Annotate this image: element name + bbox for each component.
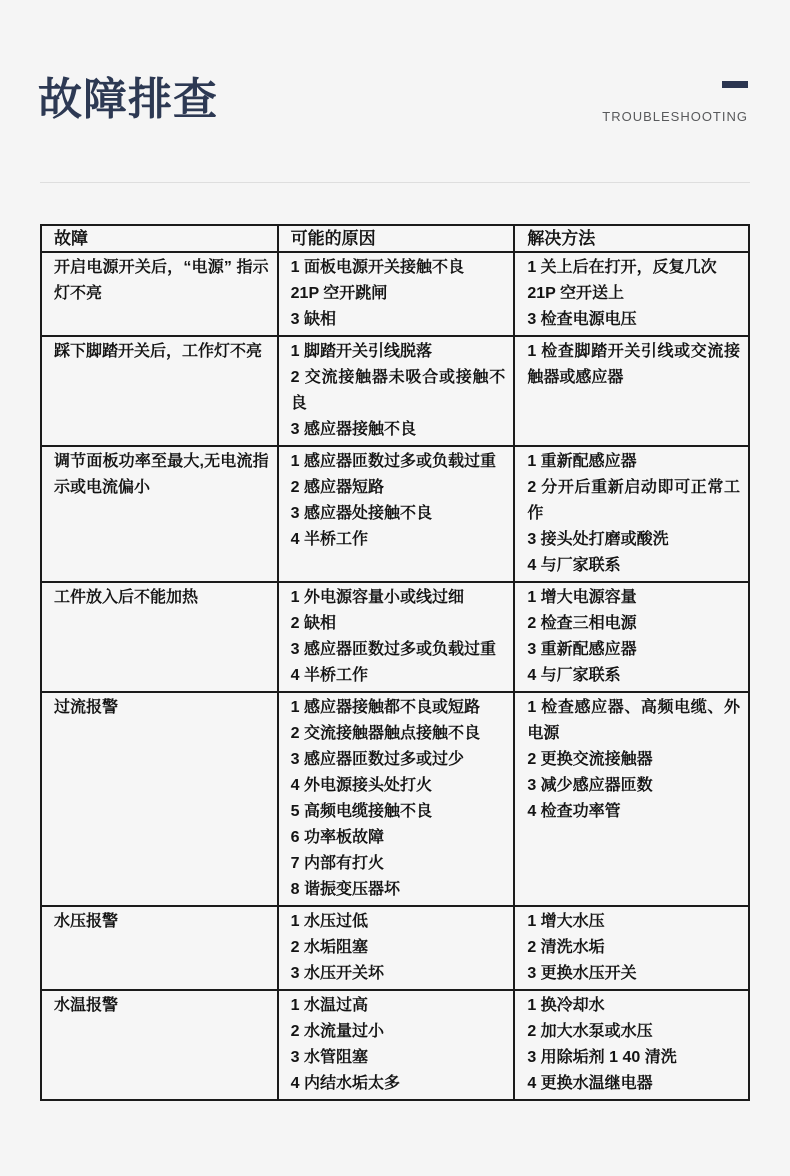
cause-item: 3 水管阻塞 — [290, 1049, 369, 1066]
solution-item: 21P 空开送上 — [527, 285, 624, 302]
solution-item: 2 检查三相电源 — [527, 615, 637, 632]
solution-item: 1 检查脚踏开关引线或交流接触器或感应器 — [527, 343, 740, 386]
solution-item: 3 用除垢剂 1 40 清洗 — [527, 1049, 677, 1066]
cause-item: 2 水流量过小 — [290, 1023, 385, 1040]
table-row — [41, 990, 749, 1100]
solution-item: 4 检查功率管 — [527, 803, 621, 820]
fault-cell: 调节面板功率至最大,无电流指示或电流偏小 — [41, 446, 278, 582]
causes-cell — [278, 582, 515, 692]
causes-cell — [278, 906, 515, 990]
solution-item: 3 接头处打磨或酸洗 — [527, 531, 669, 548]
solutions-cell — [514, 446, 749, 582]
table-row — [41, 906, 749, 990]
page-header — [38, 76, 748, 124]
causes-cell — [278, 446, 515, 582]
causes-cell — [278, 990, 515, 1100]
fault-cell: 开启电源开关后，“电源” 指示灯不亮 — [41, 252, 278, 336]
page-subtitle: TROUBLESHOOTING — [602, 109, 748, 124]
solution-item: 2 加大水泵或水压 — [527, 1023, 653, 1040]
header-solution: 解决方法 — [514, 225, 749, 252]
page-title: 故障排查 — [38, 75, 218, 124]
table-header-row — [41, 225, 749, 252]
cause-item: 21P 空开跳闸 — [290, 285, 388, 302]
cause-item: 2 水垢阻塞 — [290, 939, 369, 956]
solution-item: 2 分开后重新启动即可正常工作 — [527, 479, 740, 522]
cause-item: 1 脚踏开关引线脱落 — [290, 343, 433, 360]
solution-item: 2 清洗水垢 — [527, 939, 605, 956]
solutions-cell — [514, 692, 749, 906]
solution-item: 3 检查电源电压 — [527, 311, 637, 328]
table-row — [41, 336, 749, 446]
header-right — [602, 81, 748, 124]
cause-item: 3 感应器匝数过多或负载过重 — [290, 641, 497, 658]
solution-item: 3 减少感应器匝数 — [527, 777, 653, 794]
causes-cell — [278, 252, 515, 336]
table-row — [41, 582, 749, 692]
fault-cell: 工件放入后不能加热 — [41, 582, 278, 692]
dash-icon — [722, 81, 748, 88]
cause-item: 2 感应器短路 — [290, 479, 385, 496]
cause-item: 4 外电源接头处打火 — [290, 777, 433, 794]
cause-item: 1 水温过高 — [290, 997, 369, 1014]
section-divider — [40, 182, 750, 183]
solution-item: 1 增大电源容量 — [527, 589, 637, 606]
troubleshooting-table — [40, 224, 750, 1101]
table-row — [41, 692, 749, 906]
fault-cell: 水温报警 — [41, 990, 278, 1100]
solution-item: 1 检查感应器、高频电缆、外电源 — [527, 699, 740, 742]
fault-cell: 过流报警 — [41, 692, 278, 906]
solution-item: 3 更换水压开关 — [527, 965, 637, 982]
cause-item: 6 功率板故障 — [290, 829, 385, 846]
cause-item: 3 水压开关坏 — [290, 965, 385, 982]
cause-item: 1 水压过低 — [290, 913, 369, 930]
fault-cell: 水压报警 — [41, 906, 278, 990]
solutions-cell — [514, 252, 749, 336]
cause-item: 1 面板电源开关接触不良 — [290, 259, 465, 276]
cause-item: 3 感应器接触不良 — [290, 421, 417, 438]
cause-item: 1 感应器接触都不良或短路 — [290, 699, 481, 716]
causes-cell — [278, 692, 515, 906]
cause-item: 3 感应器处接触不良 — [290, 505, 433, 522]
solution-item: 2 更换交流接触器 — [527, 751, 653, 768]
solution-item: 1 重新配感应器 — [527, 453, 637, 470]
solution-item: 1 关上后在打开，反复几次 — [527, 259, 717, 276]
page — [0, 76, 790, 1176]
cause-item: 2 交流接触器未吸合或接触不良 — [290, 369, 506, 412]
cause-item: 3 缺相 — [290, 311, 337, 328]
cause-item: 5 高频电缆接触不良 — [290, 803, 433, 820]
cause-item: 4 半桥工作 — [290, 531, 369, 548]
solutions-cell — [514, 990, 749, 1100]
cause-item: 8 谐振变压器坏 — [290, 881, 401, 898]
solutions-cell — [514, 906, 749, 990]
cause-item: 4 内结水垢太多 — [290, 1075, 401, 1092]
solution-item: 4 更换水温继电器 — [527, 1075, 653, 1092]
solutions-cell — [514, 336, 749, 446]
solution-item: 3 重新配感应器 — [527, 641, 637, 658]
solution-item: 4 与厂家联系 — [527, 557, 621, 574]
solution-item: 4 与厂家联系 — [527, 667, 621, 684]
table-row — [41, 252, 749, 336]
cause-item: 3 感应器匝数过多或过少 — [290, 751, 465, 768]
header-fault: 故障 — [41, 225, 278, 252]
fault-cell: 踩下脚踏开关后，工作灯不亮 — [41, 336, 278, 446]
solution-item: 1 增大水压 — [527, 913, 605, 930]
table-row — [41, 446, 749, 582]
solution-item: 1 换冷却水 — [527, 997, 605, 1014]
cause-item: 1 外电源容量小或线过细 — [290, 589, 465, 606]
causes-cell — [278, 336, 515, 446]
cause-item: 4 半桥工作 — [290, 667, 369, 684]
header-cause: 可能的原因 — [278, 225, 515, 252]
cause-item: 1 感应器匝数过多或负载过重 — [290, 453, 497, 470]
solutions-cell — [514, 582, 749, 692]
cause-item: 2 交流接触器触点接触不良 — [290, 725, 481, 742]
cause-item: 2 缺相 — [290, 615, 337, 632]
cause-item: 7 内部有打火 — [290, 855, 385, 872]
